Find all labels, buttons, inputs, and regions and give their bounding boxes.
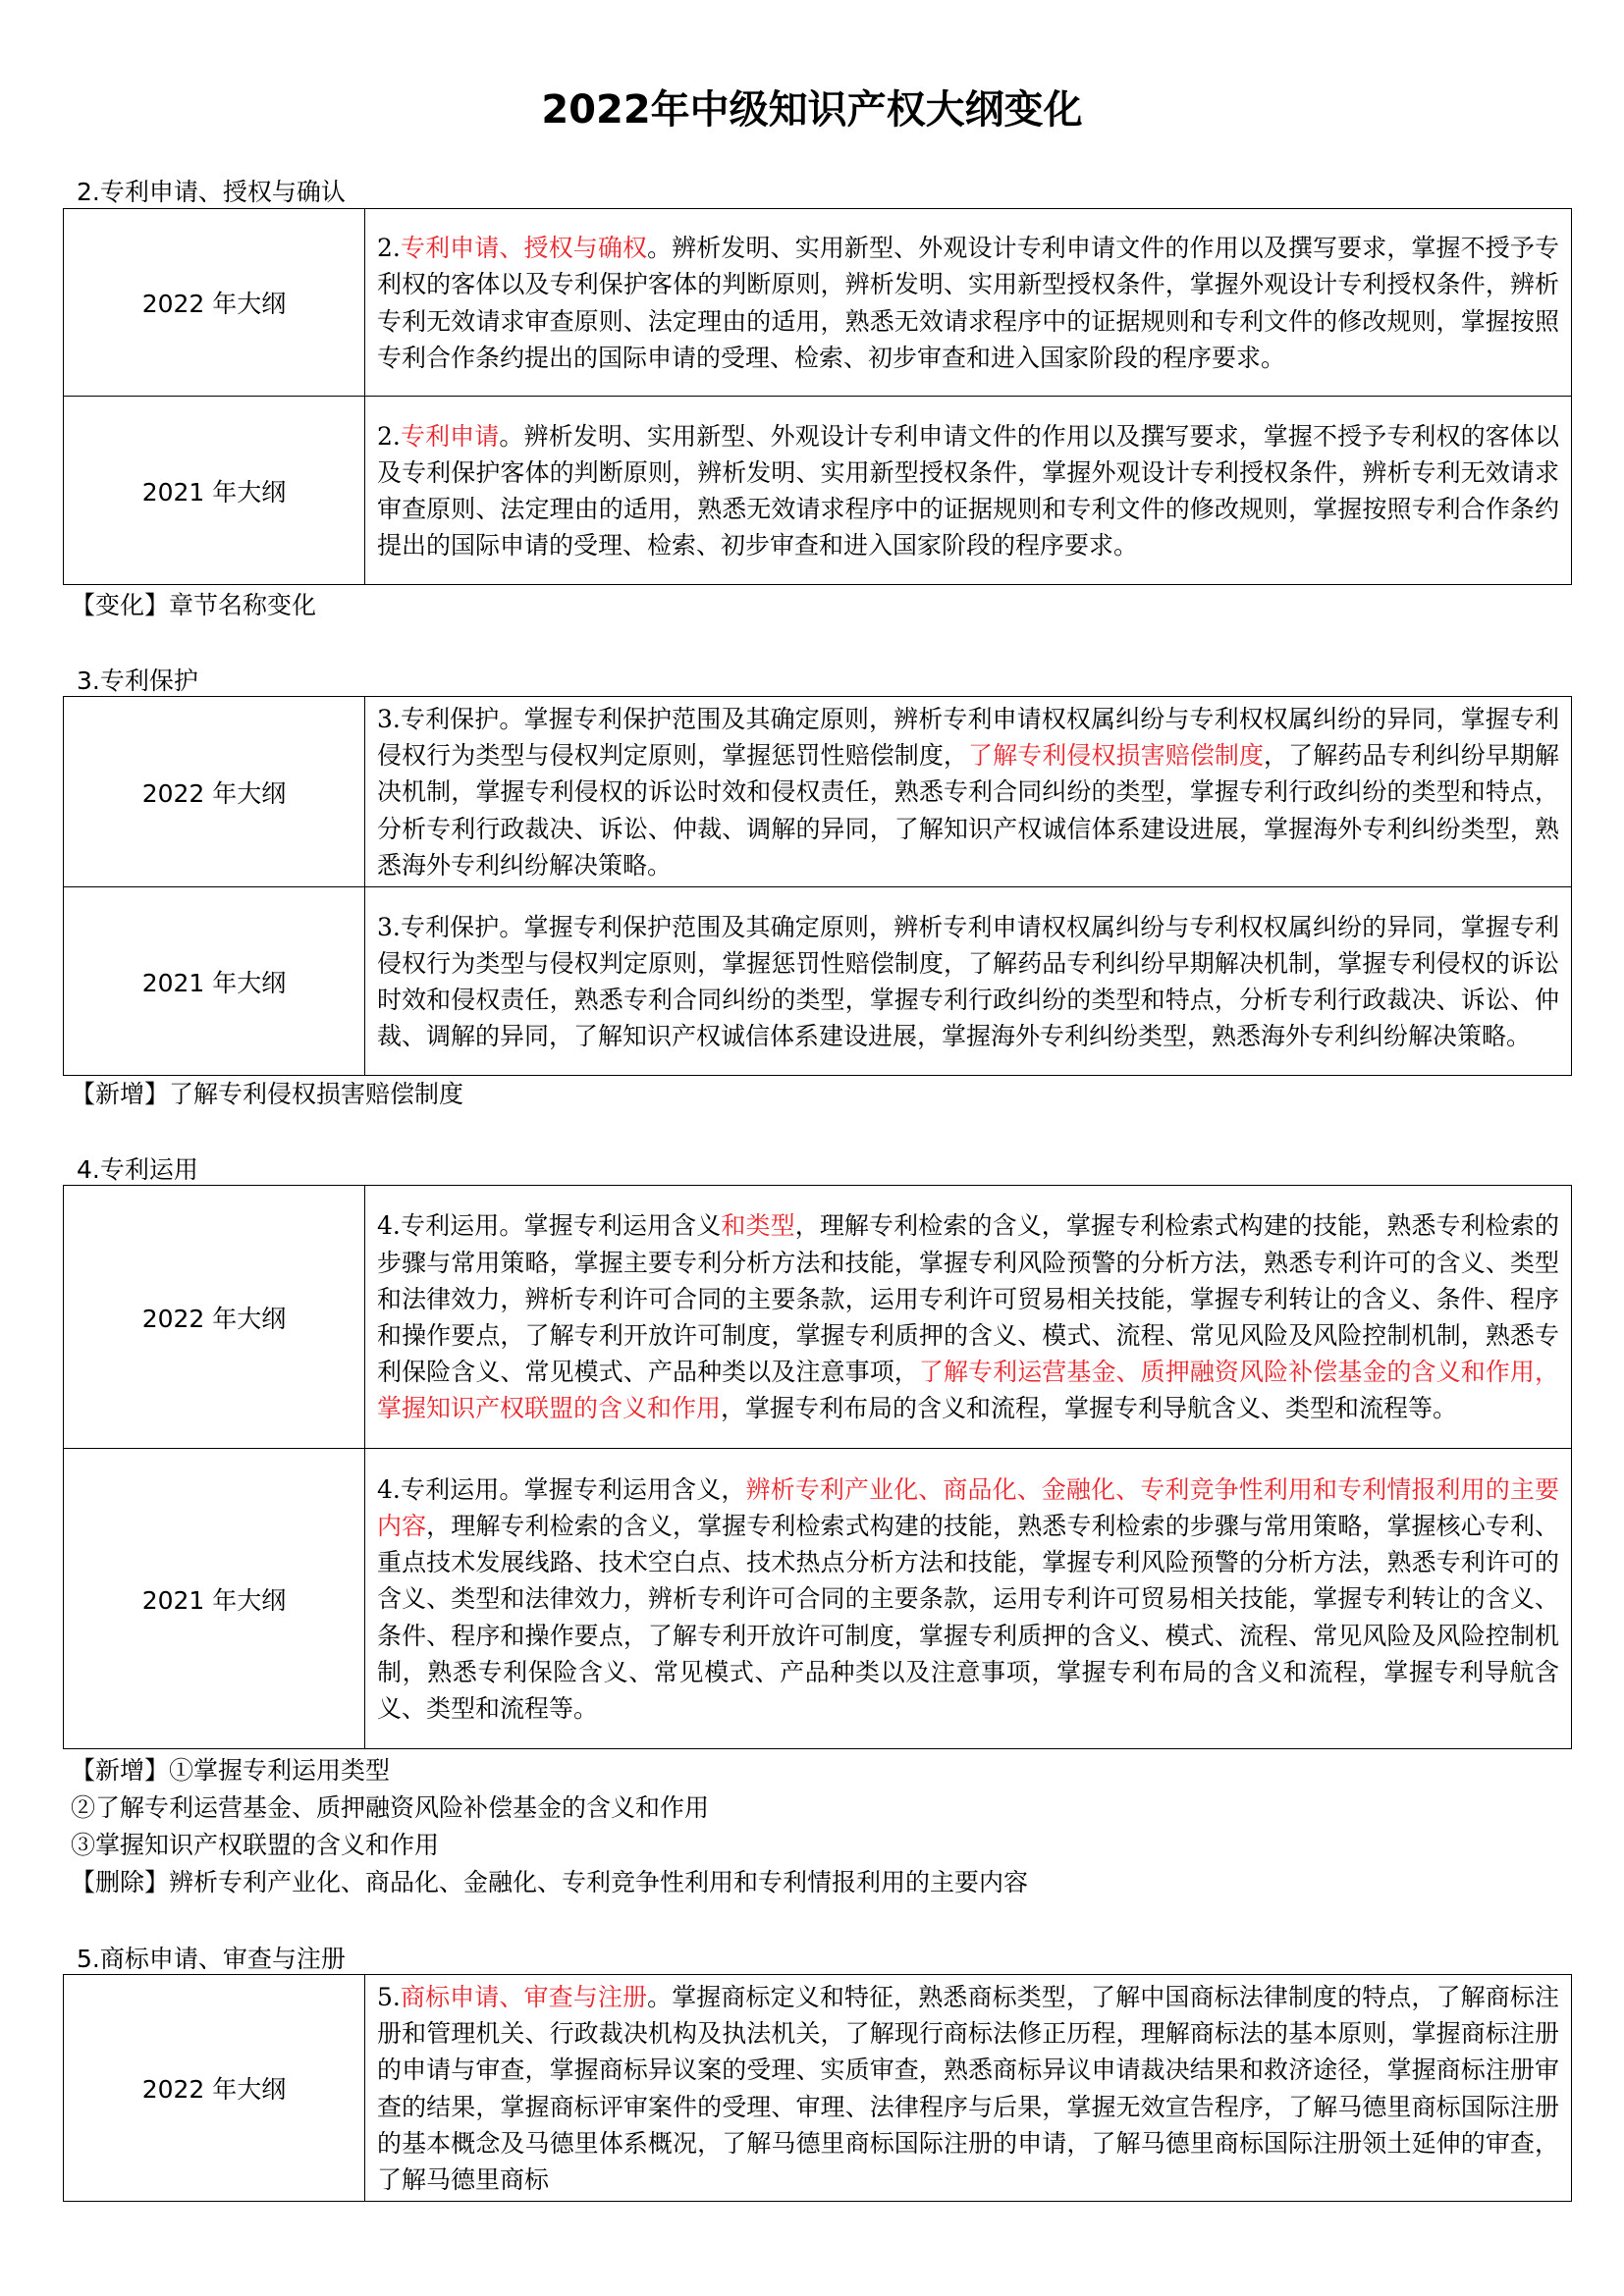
table-row: [64, 1975, 1572, 2202]
table-row: [64, 209, 1572, 397]
body-text: 4.专利运用。掌握专利运用含义: [377, 1211, 722, 1241]
highlighted-text: 专利申请: [400, 421, 500, 451]
body-text: 。掌握商标定义和特征，熟悉商标类型，了解中国商标法律制度的特点，了解商标注册和管理机关、行政裁决机构及执法机关，了解现行商标法修正历程，理解商标法的基本原则，掌握商标注册的申请与审查，掌握商标异议案的受理、实质审查，熟悉商标异议申请裁决结果和救济途径，掌握商标注册审查的结果，掌握商标评审案件的受理、审理、法律程序与后果，掌握无效宣告程序，了解马德里商标国际注册的基本概念及马德里体系概况，了解马德里商标国际注册的申请，了解马德里商标国际注册领土延伸的审查，了解马德里商标: [377, 1983, 1559, 2195]
highlighted-text: 商标申请、审查与注册: [400, 1983, 648, 2011]
row-label: 2021 年大纲: [64, 1449, 365, 1749]
row-label: 2022 年大纲: [64, 1975, 365, 2202]
row-label: 2022 年大纲: [64, 1186, 365, 1449]
row-label: 2021 年大纲: [64, 887, 365, 1076]
table-row: [64, 397, 1572, 585]
highlighted-text: 了解专利侵权损害赔偿制度: [968, 741, 1265, 771]
highlighted-text: 了解专利运营基金、质押融资风险补偿基金的含义和作用，掌握知识产权联盟的含义和作用: [377, 1358, 1559, 1423]
table-row: [64, 697, 1572, 887]
comparison-table: [63, 208, 1572, 585]
change-note: 【变化】章节名称变化: [71, 591, 317, 619]
highlighted-text: 专利申请、授权与确权: [400, 234, 648, 263]
body-text: 2.: [377, 234, 401, 263]
comparison-table: [63, 696, 1572, 1076]
highlighted-text: 辨析专利产业化、商品化、金融化、专利竞争性利用和专利情报利用的主要内容: [377, 1474, 1559, 1540]
comparison-table: [63, 1185, 1572, 1749]
body-text: ，理解专利检索的含义，掌握专利检索式构建的技能，熟悉专利检索的步骤与常用策略，掌握主要专利分析方法和技能，掌握专利风险预警的分析方法，熟悉专利许可的含义、类型和法律效力，辨析专利许可合同的主要条款，运用专利许可贸易相关技能，掌握专利转让的含义、条件、程序和操作要点，了解专利开放许可制度，掌握专利质押的含义、模式、流程、常见风险及风险控制机制，熟悉专利保险含义、常见模式、产品种类以及注意事项，: [377, 1211, 1559, 1387]
section-heading: 4.专利运用: [77, 1155, 198, 1184]
body-text: 4.专利运用。掌握专利运用含义，: [377, 1474, 746, 1504]
section-heading: 5.商标申请、审查与注册: [77, 1945, 346, 1973]
body-text: 5.: [377, 1983, 401, 2011]
change-note: 【新增】①掌握专利运用类型: [71, 1756, 391, 1785]
highlighted-text: 和类型: [721, 1211, 795, 1241]
body-text: 。辨析发明、实用新型、外观设计专利申请文件的作用以及撰写要求，掌握不授予专利权的客体以及专利保护客体的判断原则，辨析发明、实用新型授权条件，掌握外观设计专利授权条件，辨析专利无效请求审查原则、法定理由的适用，熟悉无效请求程序中的证据规则和专利文件的修改规则，掌握按照专利合作条约提出的国际申请的受理、检索、初步审查和进入国家阶段的程序要求。: [377, 421, 1559, 561]
change-note: ③掌握知识产权联盟的含义和作用: [71, 1831, 440, 1859]
table-row: [64, 1449, 1572, 1749]
row-label: 2022 年大纲: [64, 209, 365, 397]
change-note: ②了解专利运营基金、质押融资风险补偿基金的含义和作用: [71, 1793, 710, 1822]
body-text: 。辨析发明、实用新型、外观设计专利申请文件的作用以及撰写要求，掌握不授予专利权的客体以及专利保护客体的判断原则，辨析发明、实用新型授权条件，掌握外观设计专利授权条件，辨析专利无效请求审查原则、法定理由的适用，熟悉无效请求程序中的证据规则和专利文件的修改规则，掌握按照专利合作条约提出的国际申请的受理、检索、初步审查和进入国家阶段的程序要求。: [377, 234, 1559, 372]
table-row: [64, 887, 1572, 1076]
body-text: ，理解专利检索的含义，掌握专利检索式构建的技能，熟悉专利检索的步骤与常用策略，掌握核心专利、重点技术发展线路、技术空白点、技术热点分析方法和技能，掌握专利风险预警的分析方法，熟悉专利许可的含义、类型和法律效力，辨析专利许可合同的主要条款，运用专利许可贸易相关技能，掌握专利转让的含义、条件、程序和操作要点，了解专利开放许可制度，掌握专利质押的含义、模式、流程、常见风险及风险控制机制，熟悉专利保险含义、常见模式、产品种类以及注意事项，掌握专利布局的含义和流程，掌握专利导航含义、类型和流程等。: [377, 1511, 1559, 1723]
comparison-table: [63, 1974, 1572, 2202]
section-heading: 2.专利申请、授权与确认: [77, 178, 346, 206]
row-content: [365, 1449, 1572, 1749]
body-text: 3.专利保护。掌握专利保护范围及其确定原则，辨析专利申请权权属纠纷与专利权权属纠纷的异同，掌握专利侵权行为类型与侵权判定原则，掌握惩罚性赔偿制度，了解药品专利纠纷早期解决机制，掌握专利侵权的诉讼时效和侵权责任，熟悉专利合同纠纷的类型，掌握专利行政纠纷的类型和特点，分析专利行政裁决、诉讼、仲裁、调解的异同，了解知识产权诚信体系建设进展，掌握海外专利纠纷类型，熟悉海外专利纠纷解决策略。: [377, 912, 1559, 1051]
section-heading: 3.专利保护: [77, 667, 198, 695]
row-content: [365, 1975, 1572, 2202]
row-content: [365, 887, 1572, 1076]
row-content: [365, 397, 1572, 585]
row-label: 2021 年大纲: [64, 397, 365, 585]
row-content: [365, 209, 1572, 397]
change-note: 【新增】了解专利侵权损害赔偿制度: [71, 1080, 464, 1108]
page-title: 2022年中级知识产权大纲变化: [541, 87, 1083, 133]
row-label: 2022 年大纲: [64, 697, 365, 887]
body-text: 3.专利保护。掌握专利保护范围及其确定原则，辨析专利申请权权属纠纷与专利权权属纠纷的异同，掌握专利侵权行为类型与侵权判定原则，掌握惩罚性赔偿制度，: [377, 705, 1559, 771]
change-note: 【删除】辨析专利产业化、商品化、金融化、专利竞争性利用和专利情报利用的主要内容: [71, 1868, 1029, 1896]
body-text: ，了解药品专利纠纷早期解决机制，掌握专利侵权的诉讼时效和侵权责任，熟悉专利合同纠纷的类型，掌握专利行政纠纷的类型和特点，分析专利行政裁决、诉讼、仲裁、调解的异同，了解知识产权诚信体系建设进展，掌握海外专利纠纷类型，熟悉海外专利纠纷解决策略。: [377, 741, 1559, 880]
table-row: [64, 1186, 1572, 1449]
row-content: [365, 697, 1572, 887]
body-text: 2.: [377, 421, 401, 451]
body-text: ，掌握专利布局的含义和流程，掌握专利导航含义、类型和流程等。: [721, 1394, 1458, 1423]
row-content: [365, 1186, 1572, 1449]
